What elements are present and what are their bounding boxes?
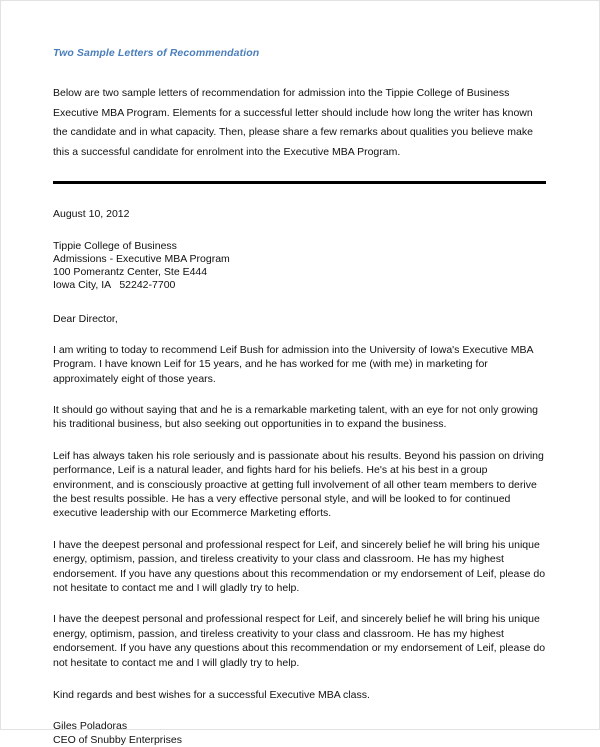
- letter-closing: Kind regards and best wishes for a successful Executive MBA class.: [53, 689, 370, 701]
- signature-name: Giles Poladoras: [53, 720, 128, 733]
- address-line-street: 100 Pomerantz Center, Ste E444: [53, 266, 208, 279]
- letter-date: August 10, 2012: [53, 207, 130, 220]
- letter-paragraph: I am writing to today to recommend Leif Bush for admission into the University of Iowa's Executive MBA Program. I have known Leif for 15 years, and he has worked for me (with me) in marketing for approximately eight of those years.: [53, 343, 533, 385]
- page-title: Two Sample Letters of Recommendation: [53, 47, 260, 59]
- letter-signature: [53, 702, 547, 746]
- sample-letter: [53, 184, 547, 747]
- letter-paragraph: I have the deepest personal and professional respect for Leif, and sincerely belief he will bring his unique energy, optimism, passion, and tireless creativity to your class and classroom. He has my highest endorsement. If you have any questions about this recommendation or my endorsement of Leif, please do not hesitate to contact me and I will gladly try to help.: [53, 613, 546, 669]
- address-line-department: Admissions - Executive MBA Program: [53, 253, 230, 266]
- letter-paragraph: It should go without saying that and he is a remarkable marketing talent, with an eye for not only growing his traditional business, but also seeking out opportunities in to expand the business.: [53, 403, 539, 431]
- recipient-address: [53, 221, 547, 293]
- letter-salutation: Dear Director,: [53, 312, 118, 325]
- letter-paragraph: I have the deepest personal and professional respect for Leif, and sincerely belief he will bring his unique energy, optimism, passion, and tireless creativity to your class and classroom. He has my highest endorsement. If you have any questions about this recommendation or my endorsement of Leif, please do not hesitate to contact me and I will gladly try to help.: [53, 538, 546, 594]
- document-content: [53, 1, 547, 747]
- address-line-organization: Tippie College of Business: [53, 239, 177, 252]
- letter-paragraph: Leif has always taken his role seriously and is passionate about his results. Beyond his passion on driving performance, Leif is a natural leader, and fights hard for his beliefs. He's at his best in a group environment, and is consciously proactive at getting full involvement of all other team members to derive the best results possible. He has a very effective personal style, and will be looked to for continued executive leadership with our Ecommerce Marketing efforts.: [53, 449, 544, 520]
- intro-paragraph: Below are two sample letters of recommendation for admission into the Tippie College of Business Executive MBA Program. Elements for a successful letter should include how long the writer has known the candidate and in what capacity. Then, please share a few remarks about qualities you believe make this a successful candidate for enrolment into the Executive MBA Program.: [53, 87, 533, 158]
- address-line-city-state-zip: Iowa City, IA 52242-7700: [53, 279, 176, 292]
- signature-job-title: CEO of Snubby Enterprises: [53, 733, 182, 746]
